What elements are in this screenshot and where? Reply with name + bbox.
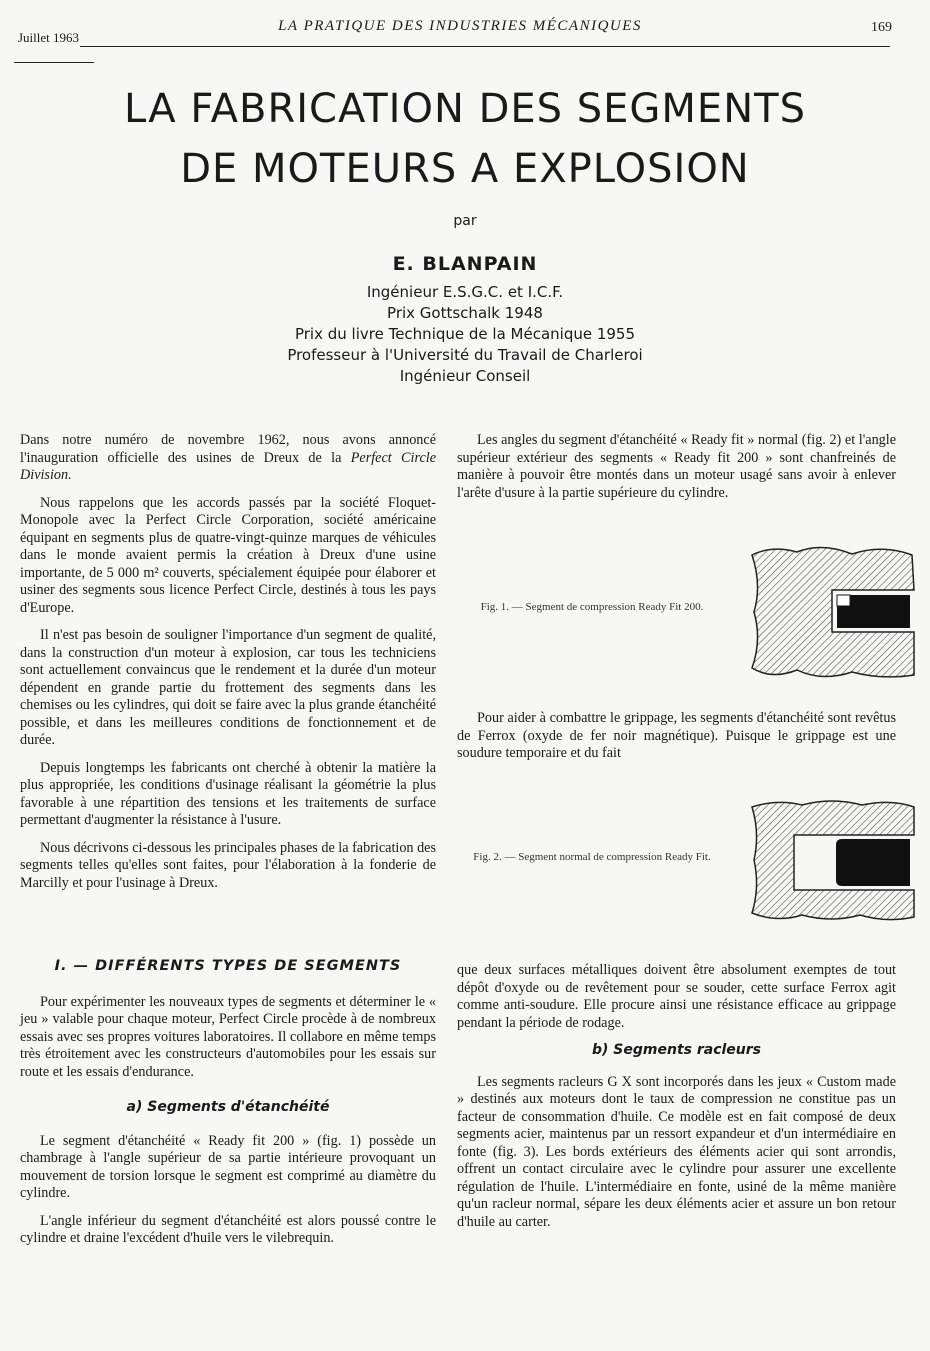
paragraph: Il n'est pas besoin de souligner l'importance d'un segment de qualité, dans la construction d'un moteur à explosion, car tous les techniciens sont actuellement convaincus que le rendement et la durée d'un moteur dépendent en grande partie du frottement des segments dans les chemises ou les cylindres, qui doit se faire avec la plus grande étanchéité possible, et dans les meilleures conditions de fonctionnement et de durée. bbox=[20, 627, 436, 748]
paragraph: Le segment d'étanchéité « Ready fit 200 » (fig. 1) possède un chambrage à l'angle supérieur de sa partie intérieure provoquant un mouvement de torsion lorsque le segment est comprimé au diamètre du cylindre. bbox=[20, 1132, 436, 1201]
right-column-middle bbox=[457, 710, 896, 773]
header-rule-short bbox=[14, 62, 94, 63]
right-column-bottom bbox=[457, 962, 896, 1241]
paragraph: L'angle inférieur du segment d'étanchéité est alors poussé contre le cylindre et draine l'excédent d'huile vers le vilebrequin. bbox=[20, 1212, 436, 1246]
paragraph: Les segments racleurs G X sont incorporés dans les jeux « Custom made » destinés aux moteurs dont le taux de compression ne constitue pas un facteur de consommation d'huile. Ce modèle est en fait composé de deux segments acier, maintenus par un ressort expandeur et d'un intermédiaire en fonte (fig. 3). Les bords extérieurs des éléments acier qui sont arrondis, offrent un contact circulaire avec le cylindre pour assurer une excellente régulation de l'huile. L'intermédiaire en fonte, usiné de la même manière qu'un racleur normal, sépare les deux éléments acier et assure un bon retour d'huile au carter. bbox=[457, 1073, 896, 1230]
byline-par: par bbox=[453, 213, 477, 229]
paragraph: Depuis longtemps les fabricants ont cherché à obtenir la matière la plus appropriée, les conditions d'usinage réalisant la géométrie la plus favorable à une répartition des tensions et les traitements de surface permettant d'augmenter la résistance à l'usure. bbox=[20, 759, 436, 828]
left-column-section1 bbox=[20, 958, 436, 1258]
article-title-line1: LA FABRICATION DES SEGMENTS bbox=[124, 86, 806, 132]
figure-1-caption: Fig. 1. — Segment de compression Ready Fit 200. bbox=[480, 601, 704, 613]
subsection-heading: b) Segments racleurs bbox=[592, 1042, 761, 1058]
page-number: 169 bbox=[871, 20, 892, 35]
author-name: E. BLANPAIN bbox=[392, 253, 538, 275]
paragraph: Pour expérimenter les nouveaux types de segments et déterminer le « jeu » valable pour chaque moteur, Perfect Circle procède à de nombreux essais avec ses propres voitures laboratoires. Il collabore en même temps très étroitement avec les constructeurs d'automobiles pour les essais sur route et les essais d'endurance. bbox=[20, 993, 436, 1080]
figure-2-caption: Fig. 2. — Segment normal de compression Ready Fit. bbox=[473, 851, 711, 863]
header-rule bbox=[80, 46, 890, 47]
credential-line: Ingénieur Conseil bbox=[399, 367, 531, 385]
credential-line: Prix du livre Technique de la Mécanique 1955 bbox=[294, 325, 636, 343]
paragraph: que deux surfaces métalliques doivent être absolument exemptes de tout dépôt d'oxyde ou de revêtement pour se souder, cette surface Ferrox agit comme anti-soudure. Elle procure ainsi une résistance efficace au grippage pendant la période de rodage. bbox=[457, 962, 896, 1031]
paragraph: Les angles du segment d'étanchéité « Ready fit » normal (fig. 2) et l'angle supérieur extérieur des segments « Ready fit 200 » sont chanfreinés de manière à pouvoir être montés dans un moteur usagé sans avoir à enlever l'arête d'usure à la partie supérieure du cylindre. bbox=[457, 432, 896, 501]
subsection-heading: a) Segments d'étanchéité bbox=[126, 1099, 330, 1115]
author-credentials bbox=[0, 282, 930, 387]
figure-1-ring-section bbox=[742, 540, 922, 685]
paragraph: Dans notre numéro de novembre 1962, nous avons annoncé l'inauguration officielle des usines de Dreux de la Perfect Circle Division. bbox=[20, 432, 436, 483]
division-name: Perfect Circle Division. bbox=[20, 449, 436, 483]
right-column-top bbox=[457, 432, 896, 512]
paragraph: Pour aider à combattre le grippage, les segments d'étanchéité sont revêtus de Ferrox (oxyde de fer noir magnétique). Puisque le grippage est une soudure temporaire et du fait bbox=[457, 710, 896, 761]
ring-section bbox=[836, 839, 910, 886]
journal-title: LA PRATIQUE DES INDUSTRIES MÉCANIQUES bbox=[278, 18, 642, 34]
credential-line: Ingénieur E.S.G.C. et I.C.F. bbox=[366, 283, 564, 301]
paragraph: Nous décrivons ci-dessous les principales phases de la fabrication des segments telles qu'elles sont faites, pour l'élaboration à la fonderie de Marcilly et pour l'usinage à Dreux. bbox=[20, 839, 436, 891]
issue-date: Juillet 1963 bbox=[18, 30, 80, 45]
figure-2-ring-section bbox=[742, 795, 922, 925]
credential-line: Professeur à l'Université du Travail de Charleroi bbox=[287, 346, 643, 364]
article-title-line2: DE MOTEURS A EXPLOSION bbox=[180, 146, 750, 192]
credential-line: Prix Gottschalk 1948 bbox=[387, 304, 543, 322]
left-column-intro bbox=[20, 432, 436, 902]
ring-chamfer bbox=[837, 595, 850, 606]
paragraph: Nous rappelons que les accords passés par la société Floquet-Monopole avec la Perfect Circle Corporation, société américaine équipant en segments plus de quatre-vingt-quinze marques de véhicules dans le monde avaient permis la création à Dreux d'une usine importante, de 5 000 m² couverts, spécialement équipée pour élaborer et usiner des segments sous licence Perfect Circle, destinés à tous les pays d'Europe. bbox=[20, 494, 436, 616]
section-heading: I. — DIFFÉRENTS TYPES DE SEGMENTS bbox=[54, 958, 402, 974]
